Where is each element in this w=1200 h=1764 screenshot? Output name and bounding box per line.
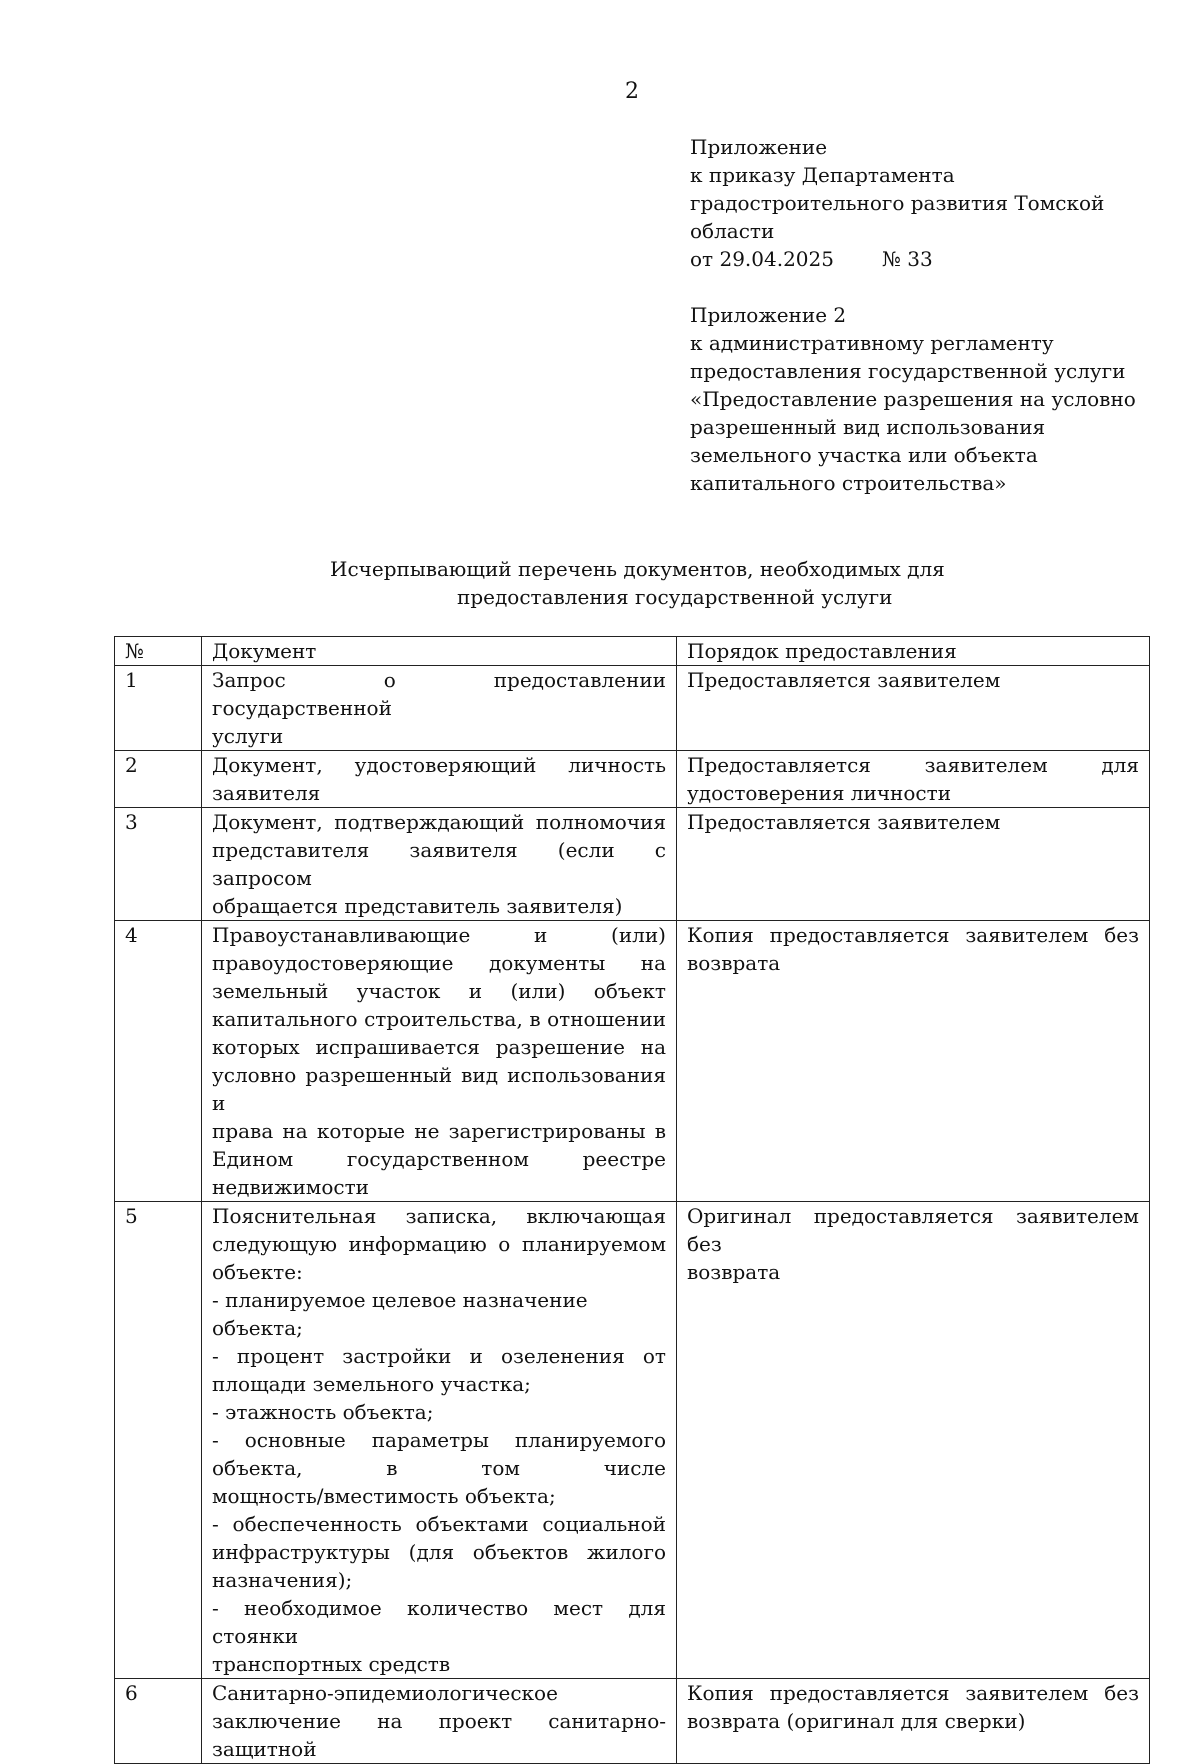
document-cell xyxy=(202,1202,677,1679)
table-row xyxy=(115,666,1150,751)
order-date-line xyxy=(690,245,1130,273)
appendix-1-header xyxy=(690,133,1130,273)
header-document: Документ xyxy=(202,637,677,666)
appendix-1-line: градостроительного развития Томской xyxy=(690,191,1105,215)
appendix-1-line: области xyxy=(690,219,775,243)
order-cell xyxy=(677,1679,1150,1764)
order-text-line: Предоставляется заявителем xyxy=(687,810,1001,834)
document-text-line: Документ, удостоверяющий личность xyxy=(212,753,666,777)
order-text-line: возврата xyxy=(687,951,781,975)
order-text-line: удостоверения личности xyxy=(687,781,952,805)
document-text-line: Правоустанавливающие и (или) xyxy=(212,923,666,947)
document-title xyxy=(330,555,945,611)
order-cell xyxy=(677,1202,1150,1679)
document-text-line: условно разрешенный вид использования и xyxy=(212,1063,666,1115)
document-text-line: права на которые не зарегистрированы в xyxy=(212,1119,666,1143)
order-cell xyxy=(677,921,1150,1202)
document-text-line: заявителя xyxy=(212,781,321,805)
document-text-line: следующую информацию о планируемом xyxy=(212,1232,666,1256)
appendix-2-line: земельного участка или объекта xyxy=(690,443,1038,467)
document-text-line: инфраструктуры (для объектов жилого xyxy=(212,1540,666,1564)
order-date: от 29.04.2025 xyxy=(690,247,834,271)
document-text-line: - обеспеченность объектами социальной xyxy=(212,1512,666,1536)
row-number: 1 xyxy=(115,666,202,751)
appendix-1-line: к приказу Департамента xyxy=(690,163,955,187)
appendix-1-line: Приложение xyxy=(690,135,828,159)
row-number: 3 xyxy=(115,808,202,921)
order-text-line: Копия предоставляется заявителем без xyxy=(687,923,1139,947)
document-text-line: земельный участок и (или) объект xyxy=(212,979,666,1003)
row-number: 4 xyxy=(115,921,202,1202)
document-text-line: - необходимое количество мест для стоянки xyxy=(212,1596,666,1648)
document-text-line: - планируемое целевое назначение объекта; xyxy=(212,1288,588,1340)
order-cell xyxy=(677,666,1150,751)
table-row xyxy=(115,751,1150,808)
order-cell xyxy=(677,808,1150,921)
appendix-2-line: «Предоставление разрешения на условно xyxy=(690,387,1136,411)
document-cell xyxy=(202,921,677,1202)
documents-table xyxy=(114,636,1150,1764)
order-text-line: возврата xyxy=(687,1260,781,1284)
document-text-line: мощность/вместимость объекта; xyxy=(212,1484,556,1508)
document-text-line: площади земельного участка; xyxy=(212,1372,531,1396)
table-body xyxy=(115,666,1150,1764)
document-cell xyxy=(202,751,677,808)
document-text-line: транспортных средств xyxy=(212,1652,451,1676)
order-text-line: Предоставляется заявителем xyxy=(687,668,1001,692)
row-number: 2 xyxy=(115,751,202,808)
header-num: № xyxy=(115,637,202,666)
table-row xyxy=(115,808,1150,921)
document-text-line: капитального строительства, в отношении xyxy=(212,1007,666,1031)
order-text-line: Предоставляется заявителем для xyxy=(687,753,1139,777)
appendix-2-line: разрешенный вид использования xyxy=(690,415,1046,439)
appendix-2-line: капитального строительства» xyxy=(690,471,1007,495)
document-text-line: Пояснительная записка, включающая xyxy=(212,1204,666,1228)
document-text-line: недвижимости xyxy=(212,1175,369,1199)
document-cell xyxy=(202,1679,677,1764)
document-text-line: правоудостоверяющие документы на xyxy=(212,951,666,975)
table-row xyxy=(115,1679,1150,1764)
appendix-2-header xyxy=(690,301,1136,497)
document-cell xyxy=(202,808,677,921)
document-text-line: обращается представитель заявителя) xyxy=(212,894,623,918)
order-text-line: возврата (оригинал для сверки) xyxy=(687,1709,1026,1733)
order-number: № 33 xyxy=(881,247,933,271)
document-text-line: Документ, подтверждающий полномочия xyxy=(212,810,666,834)
document-text-line: объекте: xyxy=(212,1260,303,1284)
document-text-line: - этажность объекта; xyxy=(212,1400,434,1424)
document-text-line: Едином государственном реестре xyxy=(212,1147,666,1171)
header-order: Порядок предоставления xyxy=(677,637,1150,666)
document-title-line-2: предоставления государственной услуги xyxy=(457,585,893,609)
document-text-line: представителя заявителя (если с запросом xyxy=(212,838,666,890)
order-text-line: Оригинал предоставляется заявителем без xyxy=(687,1204,1139,1256)
document-text-line: заключение на проект санитарно-защитной xyxy=(212,1709,666,1761)
row-number: 6 xyxy=(115,1679,202,1764)
table-header-row xyxy=(115,637,1150,666)
document-text-line: Санитарно-эпидемиологическое xyxy=(212,1681,558,1705)
order-cell xyxy=(677,751,1150,808)
document-text-line: объекта, в том числе xyxy=(212,1456,666,1480)
document-title-line-1: Исчерпывающий перечень документов, необходимых для xyxy=(330,557,945,581)
document-text-line: услуги xyxy=(212,724,284,748)
document-text-line: - процент застройки и озеленения от xyxy=(212,1344,666,1368)
appendix-2-line: к административному регламенту xyxy=(690,331,1054,355)
appendix-2-line: предоставления государственной услуги xyxy=(690,359,1126,383)
document-text-line: - основные параметры планируемого xyxy=(212,1428,666,1452)
appendix-2-line: Приложение 2 xyxy=(690,303,847,327)
table-row xyxy=(115,1202,1150,1679)
table-row xyxy=(115,921,1150,1202)
row-number: 5 xyxy=(115,1202,202,1679)
document-cell xyxy=(202,666,677,751)
document-text-line: Запрос о предоставлении государственной xyxy=(212,668,666,720)
order-text-line: Копия предоставляется заявителем без xyxy=(687,1681,1139,1705)
page-number: 2 xyxy=(625,79,639,104)
document-text-line: назначения); xyxy=(212,1568,353,1592)
document-text-line: которых испрашивается разрешение на xyxy=(212,1035,666,1059)
